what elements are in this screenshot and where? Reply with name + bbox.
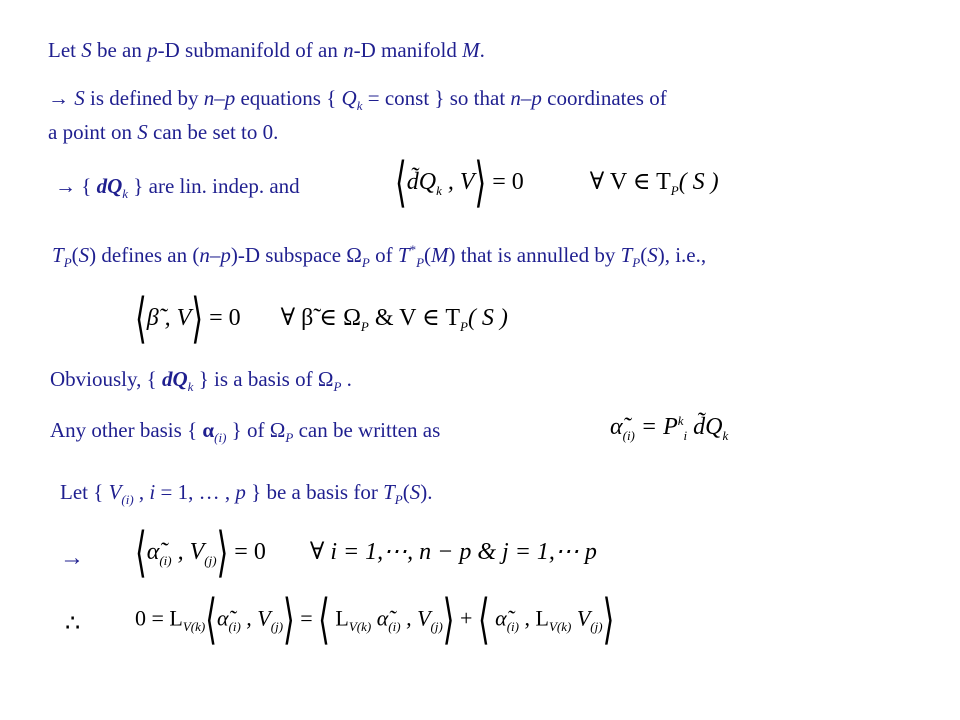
- text: can be set to 0.: [147, 120, 279, 144]
- text: p: [531, 86, 542, 110]
- math: , V: [400, 605, 431, 631]
- equation-2: [135, 289, 508, 350]
- langle: ⟨: [135, 523, 147, 584]
- text: dQ: [161, 367, 188, 391]
- langle: ⟨: [318, 590, 330, 651]
- text: -D submanifold of an: [157, 38, 344, 62]
- text: p: [235, 480, 246, 504]
- math: (i): [506, 618, 519, 634]
- text: P: [333, 379, 342, 395]
- text: α: [202, 418, 215, 442]
- line-independence: [55, 174, 300, 202]
- line-tangent-basis: [60, 480, 433, 508]
- text: )-D subspace Ω: [230, 243, 362, 267]
- text: .: [341, 367, 352, 391]
- rangle: ⟩: [283, 590, 295, 651]
- text: M: [462, 38, 480, 62]
- math: & V ∈ T: [368, 305, 460, 332]
- math: 0 = L: [135, 605, 183, 631]
- text: k: [122, 186, 129, 202]
- text: ) defines an (: [89, 243, 200, 267]
- math: k: [677, 413, 684, 428]
- math: ( S ): [467, 305, 508, 332]
- math: V: [571, 605, 591, 631]
- arrow-icon: →: [48, 86, 75, 110]
- math: α̃: [489, 605, 507, 631]
- text: .: [479, 38, 485, 62]
- text: = const } so that: [362, 86, 511, 110]
- math: = 0: [203, 305, 241, 332]
- math: d̃Q: [687, 414, 723, 440]
- text: P: [285, 430, 294, 446]
- math: (i): [228, 618, 241, 634]
- line-subspace: [52, 242, 707, 271]
- text: S: [647, 243, 658, 267]
- math: L: [329, 605, 349, 631]
- text: = 1, … ,: [155, 480, 236, 504]
- text: ).: [420, 480, 433, 504]
- math: +: [454, 605, 478, 631]
- equation-1: [395, 153, 719, 214]
- line-equations: [48, 86, 667, 114]
- math: k: [436, 182, 442, 198]
- math: ∀ V ∈ T: [589, 169, 671, 196]
- math: (j): [430, 618, 443, 634]
- math: V(k): [548, 618, 572, 634]
- math: P: [459, 318, 468, 334]
- text: a point on: [48, 120, 138, 144]
- text: is defined by: [84, 86, 204, 110]
- math: (j): [590, 618, 603, 634]
- text: -D manifold: [353, 38, 463, 62]
- math: = 0: [486, 169, 524, 196]
- equation-3: [610, 414, 728, 441]
- text: (i): [214, 430, 227, 446]
- langle: ⟨: [205, 590, 217, 651]
- text: V: [108, 480, 122, 504]
- rangle: ⟩: [442, 590, 455, 651]
- text: coordinates of: [541, 86, 667, 110]
- math: α̃: [146, 539, 160, 566]
- math: (j): [270, 618, 284, 634]
- text: } of Ω: [226, 418, 286, 442]
- math: α̃: [216, 605, 229, 631]
- math: = P: [634, 414, 678, 440]
- rangle: ⟩: [216, 523, 229, 584]
- rangle: ⟩: [191, 289, 204, 350]
- text: } is a basis of Ω: [193, 367, 334, 391]
- text: S: [78, 243, 90, 267]
- text: p: [147, 38, 158, 62]
- langle: ⟨: [477, 590, 490, 651]
- text: equations {: [235, 86, 342, 110]
- math: , V: [441, 169, 475, 196]
- text: n: [203, 86, 215, 110]
- text: k: [356, 98, 363, 114]
- arrow-icon: → {: [55, 174, 97, 198]
- rangle: ⟩: [474, 153, 487, 214]
- text: Any other basis {: [50, 418, 203, 442]
- math: ∀ i = 1,⋯, n − p & j = 1,⋯ p: [309, 539, 597, 566]
- text: dQ: [96, 174, 123, 198]
- text: T: [383, 480, 395, 504]
- langle: ⟨: [135, 289, 147, 350]
- arrow-icon: →: [60, 545, 84, 571]
- langle: ⟨: [395, 153, 407, 214]
- math: , V: [240, 605, 271, 631]
- math: (i): [622, 427, 635, 443]
- text: P: [63, 255, 72, 271]
- text: ) that is annulled by: [448, 243, 621, 267]
- text: of: [369, 243, 398, 267]
- text: P: [394, 492, 403, 508]
- text: Let: [48, 38, 82, 62]
- math: ( S ): [678, 169, 719, 196]
- text: P: [361, 255, 370, 271]
- text: Let {: [60, 480, 109, 504]
- line-point: [48, 120, 278, 145]
- math: , L: [519, 605, 549, 631]
- text: –: [520, 86, 532, 110]
- math: k: [722, 427, 729, 443]
- text: *: [409, 242, 417, 257]
- therefore-icon: [65, 610, 80, 639]
- line-definition: [48, 38, 485, 63]
- math: α̃: [610, 414, 623, 440]
- text: k: [187, 379, 194, 395]
- math: β̃ , V: [146, 305, 192, 332]
- therefore-icon: ∴: [65, 611, 81, 637]
- equation-5: [135, 590, 615, 651]
- text: T: [620, 243, 633, 267]
- text: T: [397, 243, 410, 267]
- text: p: [224, 86, 236, 110]
- math: =: [294, 605, 319, 631]
- text: p: [220, 243, 231, 267]
- text: can be written as: [293, 418, 441, 442]
- text: –: [209, 243, 221, 267]
- text: (: [640, 243, 648, 267]
- math: d̃Q: [406, 169, 437, 196]
- math: (i): [388, 618, 401, 634]
- text: n: [343, 38, 354, 62]
- math: i: [683, 427, 688, 443]
- text: (: [424, 243, 432, 267]
- math: V(k): [182, 618, 206, 634]
- arrow-icon: [60, 544, 84, 573]
- text: S: [409, 480, 421, 504]
- text: S: [137, 120, 148, 144]
- text: ), i.e.,: [657, 243, 707, 267]
- text: Obviously, {: [50, 367, 162, 391]
- text: (: [71, 243, 79, 267]
- math: , V: [171, 539, 205, 566]
- text: M: [431, 243, 449, 267]
- text: S: [74, 86, 85, 110]
- math: α̃: [371, 605, 389, 631]
- math: V(k): [348, 618, 372, 634]
- equation-4: [135, 523, 597, 584]
- line-other-basis: [50, 418, 441, 446]
- text: i: [149, 480, 156, 504]
- text: –: [214, 86, 225, 110]
- text: n: [510, 86, 521, 110]
- math: P: [360, 318, 369, 334]
- text: } are lin. indep. and: [128, 174, 300, 198]
- text: (: [402, 480, 410, 504]
- text: ,: [133, 480, 150, 504]
- text: n: [199, 243, 210, 267]
- text: } be a basis for: [245, 480, 384, 504]
- text: Q: [341, 86, 357, 110]
- rangle: ⟩: [602, 590, 615, 651]
- text: T: [52, 243, 64, 267]
- math: P: [670, 182, 679, 198]
- text: S: [81, 38, 92, 62]
- math: (i): [159, 552, 172, 568]
- text: P: [632, 255, 641, 271]
- text: P: [416, 255, 425, 271]
- math: (j): [204, 552, 217, 568]
- math: = 0: [228, 539, 266, 566]
- line-obviously: [50, 367, 352, 395]
- math: ∀ β̃ ∈ Ω: [280, 305, 361, 332]
- text: be an: [91, 38, 148, 62]
- text: (i): [121, 492, 134, 508]
